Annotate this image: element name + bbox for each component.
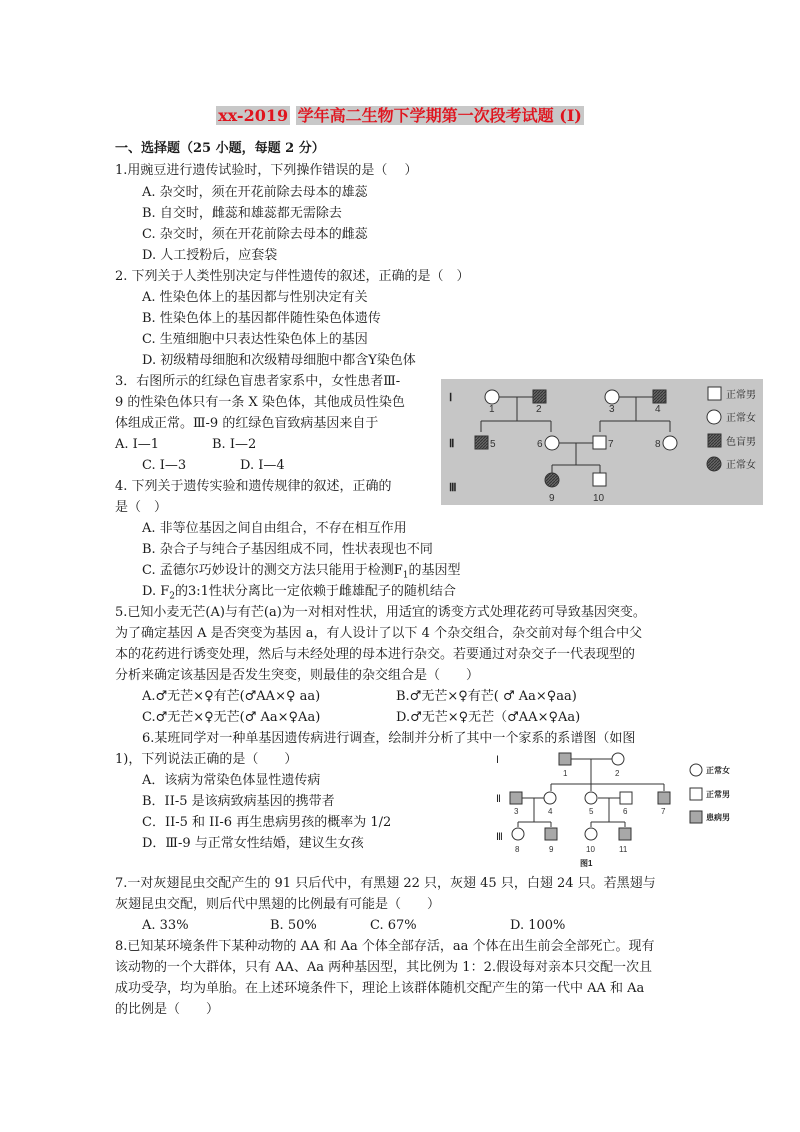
member-label: 1 [489,404,495,415]
generation-label: Ⅲ [496,832,503,843]
question-7-option-c: C. 67% [370,918,417,933]
question-6-option-b: B．II-5 是该病致病基因的携带者 [142,794,335,809]
question-2-option-d: D. 初级精母细胞和次级精母细胞中都含Y染色体 [142,353,416,368]
member-11-affected-male [619,828,631,840]
question-4-stem-line-1: 4. 下列关于遗传实验和遗传规律的叙述，正确的 [115,479,392,494]
question-5-stem-line-4: 分析来确定该基因是否发生突变，则最佳的杂交组合是（ ） [115,668,480,683]
pedigree-1-svg [441,379,763,505]
question-7-stem-line-1: 7.一对灰翅昆虫交配产生的 91 只后代中，有黑翅 22 只，灰翅 45 只，白翅 24 只。若黑翅与 [115,876,656,891]
legend-normal-female-icon [707,410,721,424]
legend-label: 正常男 [726,390,756,401]
legend-normal-male-icon [690,788,702,800]
member-label: 7 [661,807,666,816]
question-1-option-c: C. 杂交时，须在开花前除去母本的雌蕊 [142,227,368,242]
question-2-option-a: A. 性染色体上的基因都与性别决定有关 [142,290,368,305]
title-year: xx-2019 [218,106,289,125]
member-9-affected-male [545,828,557,840]
question-8-stem-line-3: 成功受孕，均为单胎。在上述环境条件下，理论上该群体随机交配产生的第一代中 AA 和 Aa [115,981,645,996]
question-3-option-d: D. Ⅰ—4 [240,458,285,473]
member-label: 1 [563,769,568,778]
question-5-stem-line-1: 5.已知小麦无芒(A)与有芒(a)为一对相对性状，用适宜的诱变方式处理花药可导致基因突变。 [115,605,646,620]
member-label: 5 [589,807,594,816]
member-1-affected-male [559,753,571,765]
page-title [0,106,800,126]
pedigree-figure-colorblind [441,379,763,505]
question-2-option-b: B. 性染色体上的基因都伴随性染色体遗传 [142,311,381,326]
question-6-stem-line-1: 6.某班同学对一种单基因遗传病进行调查，绘制并分析了其中一个家系的系谱图（如图 [142,731,636,746]
member-label: 7 [608,439,614,450]
generation-label: Ⅰ [496,755,499,766]
question-5-stem-line-2: 为了确定基因 A 是否突变为基因 a，有人设计了以下 4 个杂交组合，杂交前对每个组合中父 [115,626,643,641]
question-4-option-d [142,584,456,605]
question-3-option-c: C. Ⅰ—3 [142,458,187,473]
member-6-normal-male [620,792,632,804]
legend-label: 正常女 [726,413,756,424]
legend-affected-female-icon [707,457,721,471]
option-text: D. F [142,584,170,599]
generation-label: Ⅱ [496,794,501,805]
member-2-normal-female [612,753,624,765]
question-8-stem-line-4: 的比例是（ ） [115,1002,220,1017]
question-3-stem-line-3: 体组成正常。Ⅲ-9 的红绿色盲致病基因来自于 [115,416,379,431]
generation-label: Ⅱ [449,438,455,450]
question-4-option-c [142,563,461,584]
question-5-option-c: C.♂无芒×♀无芒(♂ Aa×♀Aa) [142,710,321,725]
member-9-affected-female [545,473,559,487]
question-7-option-b: B. 50% [270,918,317,933]
member-label: 8 [515,845,520,854]
legend-colorblind-male-icon [708,434,721,447]
member-label: 2 [615,769,620,778]
legend-label: 正常男 [706,790,730,799]
member-label: 8 [655,439,661,450]
member-10-normal-female [585,828,597,840]
generation-label: Ⅰ [449,392,453,404]
question-1-option-d: D. 人工授粉后，应套袋 [142,248,278,263]
member-2-colorblind-male [533,390,546,403]
pedigree-figure-1 [484,748,734,868]
question-6-option-c: C．II-5 和 II-6 再生患病男孩的概率为 1/2 [142,815,392,830]
legend-normal-female-icon [690,764,702,776]
legend-label: 正常女 [726,460,756,471]
member-4-colorblind-male [653,390,666,403]
question-5-stem-line-3: 本的花药进行诱变处理，然后与未经处理的母本进行杂交。若要通过对杂交子一代表现型的 [115,647,636,662]
legend-label: 患病男 [706,813,730,822]
question-3-stem-line-2: 9 的性染色体只有一条 X 染色体，其他成员性染色 [115,395,405,410]
member-label: 9 [549,845,554,854]
subscript: 2 [169,591,175,602]
option-text: C. 孟德尔巧妙设计的测交方法只能用于检测F [142,563,403,578]
question-7-option-a: A. 33% [142,918,189,933]
legend-label: 色盲男 [726,437,756,448]
member-label: 10 [593,493,605,504]
member-label: 11 [619,845,628,854]
option-text: 的3:1性状分离比一定依赖于雌雄配子的随机结合 [174,584,456,599]
question-5-option-d: D.♂无芒×♀无芒（♂AA×♀Aa) [396,710,581,725]
member-8-normal-female [663,436,677,450]
question-7-option-d: D. 100% [510,918,566,933]
member-label: 2 [536,404,542,415]
section-heading: 一、选择题（25 小题，每题 2 分） [115,141,325,156]
member-3-normal-female [605,390,619,404]
legend-label: 正常女 [706,766,730,775]
question-6-option-d: D．Ⅲ-9 与正常女性结婚，建议生女孩 [142,836,364,851]
member-label: 10 [586,845,595,854]
member-8-normal-female [512,828,524,840]
member-4-normal-female [544,792,556,804]
figure-caption: 图1 [580,859,593,868]
question-7-stem-line-2: 灰翅昆虫交配，则后代中黑翅的比例最有可能是（ ） [115,897,441,912]
member-5-colorblind-male [475,436,488,449]
generation-label: Ⅲ [449,482,457,494]
question-5-option-a: A.♂无芒×♀有芒(♂AA×♀ aa) [142,689,321,704]
question-4-option-a: A. 非等位基因之间自由组合，不存在相互作用 [142,521,407,536]
member-6-normal-female [545,436,559,450]
member-label: 9 [549,493,555,504]
member-3-affected-male [510,792,522,804]
member-label: 6 [537,439,543,450]
legend-affected-male-icon [690,811,702,823]
question-3-option-a: A. Ⅰ—1 [115,437,160,452]
member-10-normal-male [593,473,606,486]
question-4-stem-line-2: 是（ ） [115,500,168,515]
subscript: 1 [402,570,409,581]
member-1-normal-female [485,390,499,404]
member-label: 4 [655,404,661,415]
question-3-stem-line-1: 3．右图所示的红绿色盲患者家系中，女性患者Ⅲ- [115,374,401,389]
member-label: 4 [548,807,553,816]
pedigree-2-svg [484,748,734,868]
member-7-affected-male [658,792,670,804]
question-1-option-a: A. 杂交时，须在开花前除去母本的雄蕊 [142,185,368,200]
member-label: 3 [609,404,615,415]
question-1-option-b: B. 自交时，雌蕊和雄蕊都无需除去 [142,206,342,221]
member-label: 6 [623,807,628,816]
question-3-option-b: B. Ⅰ—2 [212,437,257,452]
generation-labels [449,392,457,494]
question-1-stem: 1.用豌豆进行遗传试验时，下列操作错误的是（ ） [115,163,418,178]
question-6-stem-line-2: 1)，下列说法正确的是（ ） [115,752,298,767]
title-text: 学年高二生物下学期第一次段考试题 (I) [297,106,582,125]
question-4-option-b: B. 杂合子与纯合子基因组成不同，性状表现也不同 [142,542,433,557]
member-5-normal-female [585,792,597,804]
member-label: 5 [490,439,496,450]
member-label: 3 [514,807,519,816]
question-6-option-a: A．该病为常染色体显性遗传病 [142,773,321,788]
question-5-option-b: B.♂无芒×♀有芒( ♂ Aa×♀aa) [396,689,577,704]
option-text: 的基因型 [408,563,461,578]
question-2-stem: 2. 下列关于人类性别决定与伴性遗传的叙述，正确的是（ ） [115,269,470,284]
member-7-normal-male [593,436,606,449]
question-8-stem-line-2: 该动物的一个大群体，只有 AA、Aa 两种基因型，其比例为 1：2.假设每对亲本只交配一次且 [115,960,652,975]
question-2-option-c: C. 生殖细胞中只表达性染色体上的基因 [142,332,368,347]
legend-normal-male-icon [708,387,721,400]
question-8-stem-line-1: 8.已知某环境条件下某种动物的 AA 和 Aa 个体全部存活，aa 个体在出生前会全部死亡。现有 [115,939,655,954]
